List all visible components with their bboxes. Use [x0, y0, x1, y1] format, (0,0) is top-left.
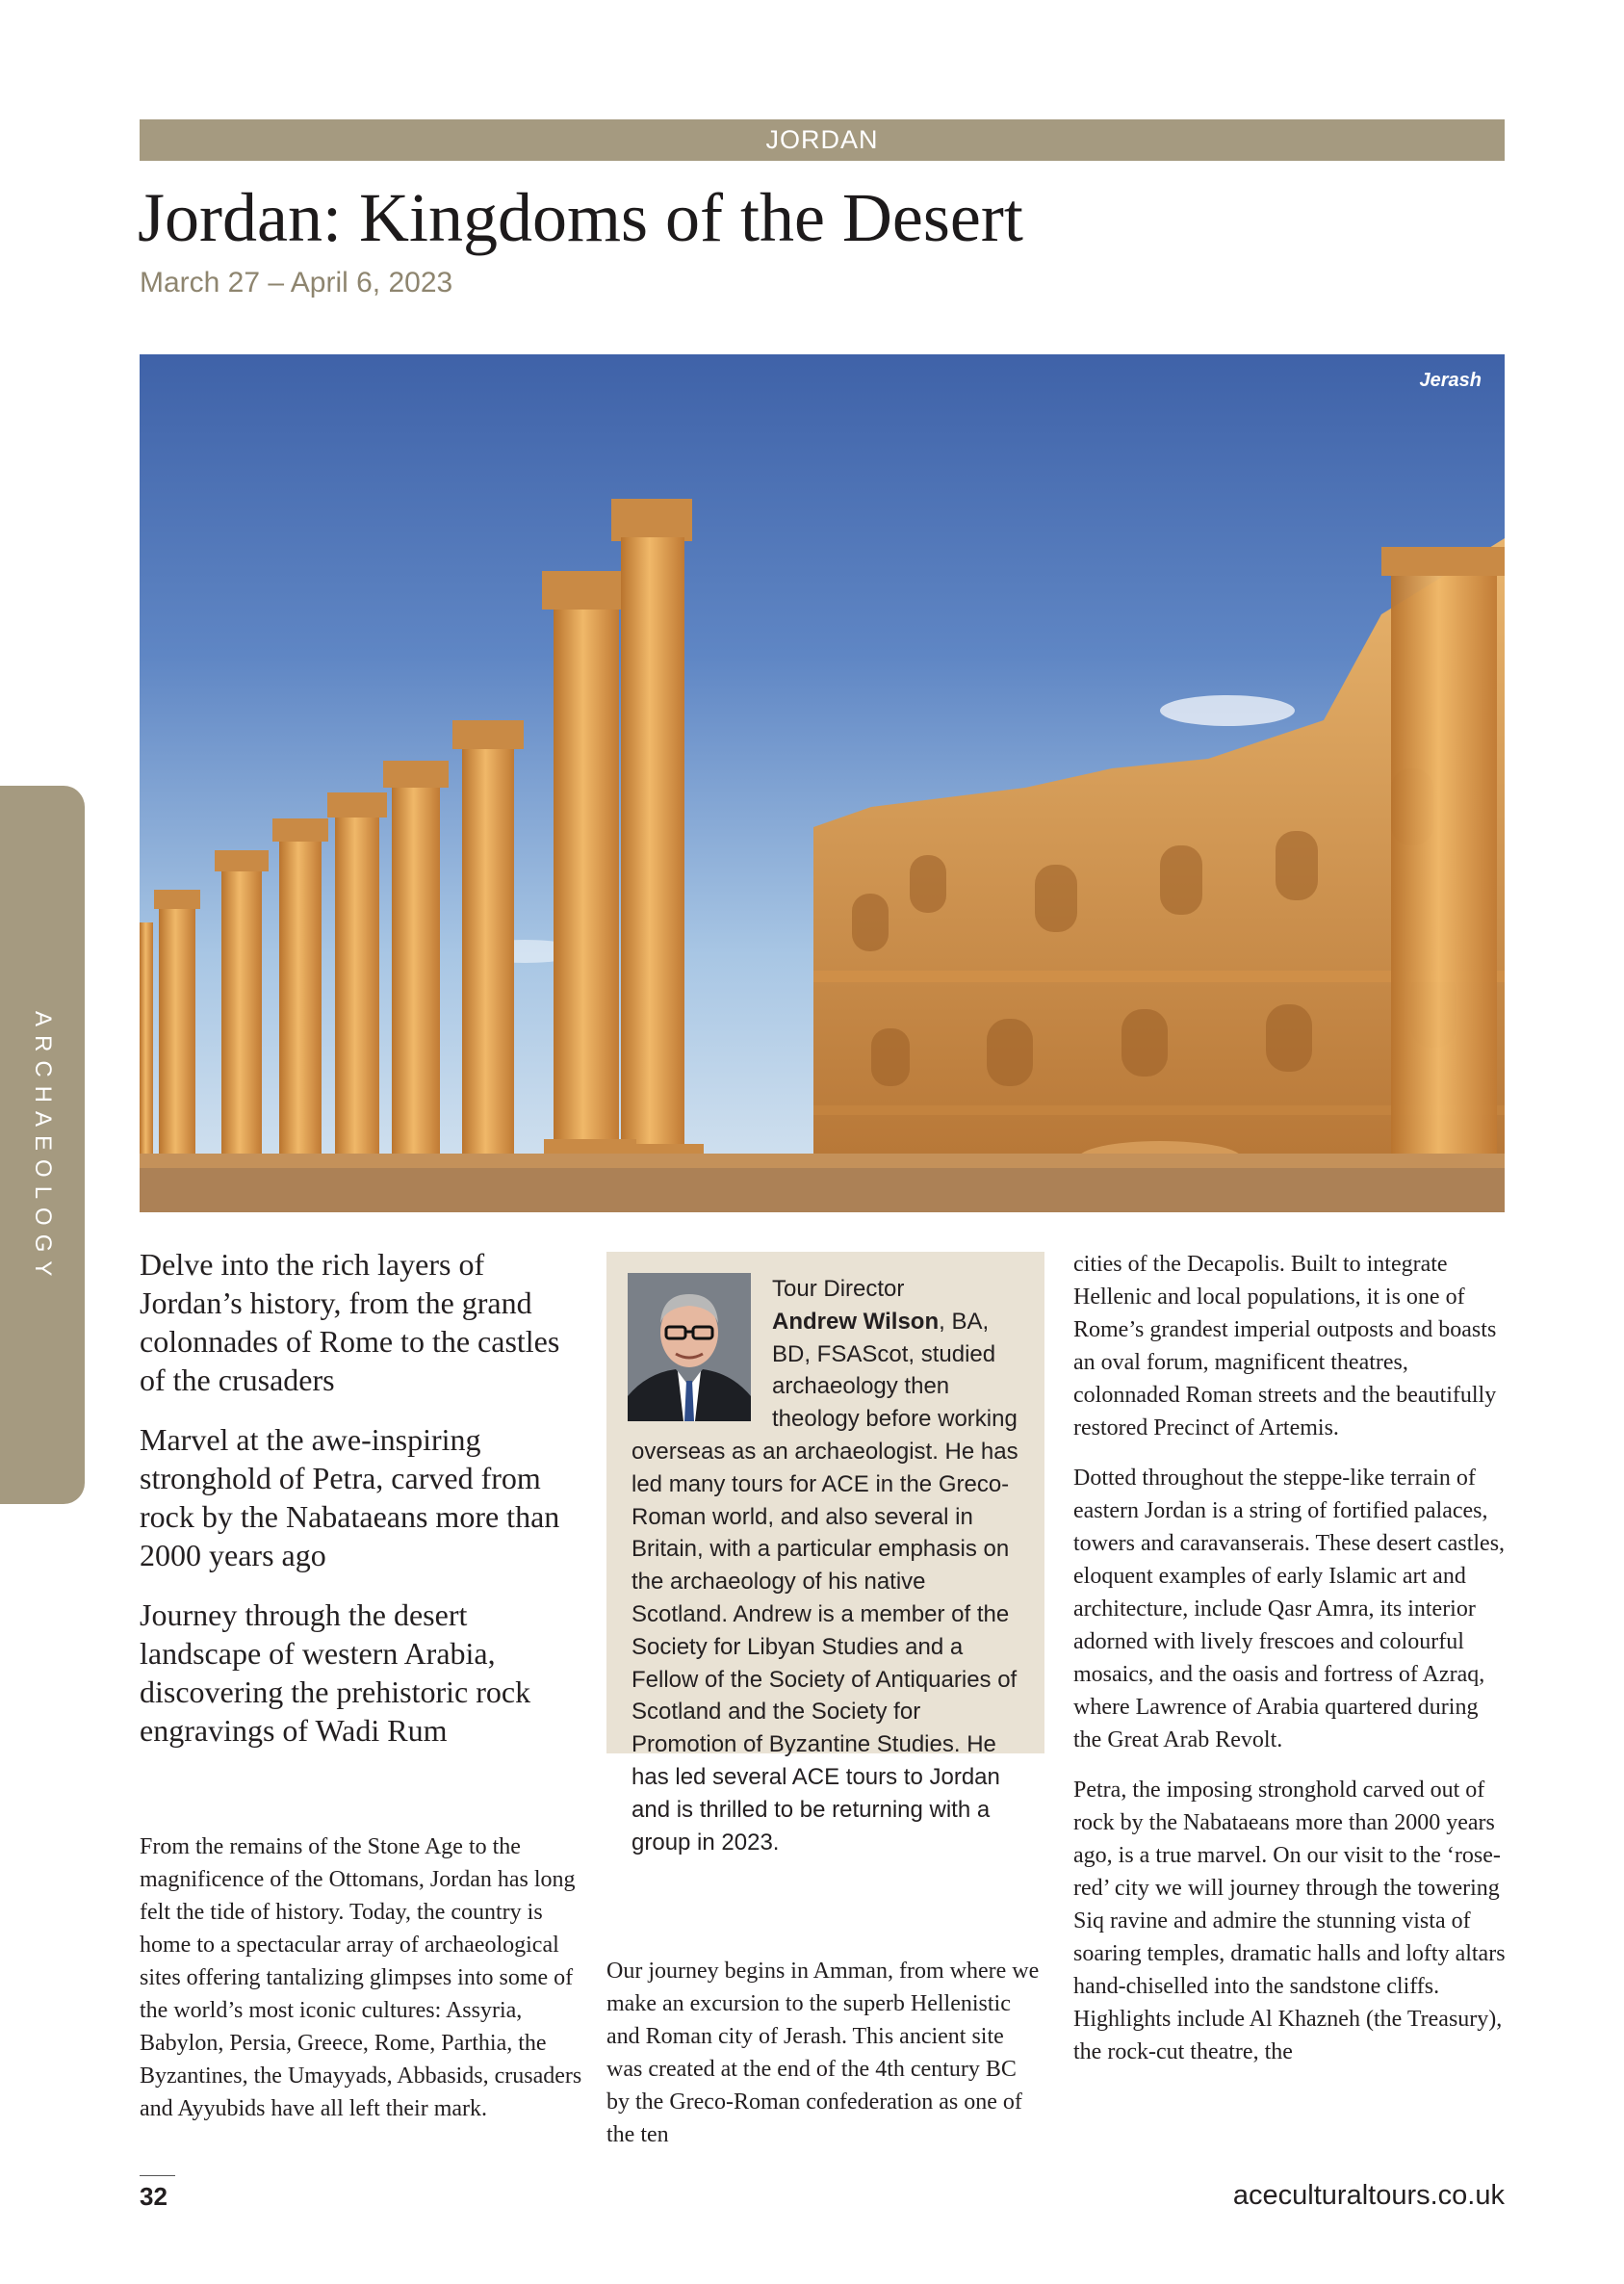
body-paragraph-3: Dotted throughout the steppe-like terrain of eastern Jordan is a string of fortified palaces, towers and caravanserais. These desert castles, eloquent examples of early Islamic art and architecture, include Qasr Amra, its interior adorned with lively frescoes and colourful mosaics, and the oasis and fortress of Azraq, where Lawrence of Arabia quartered during the Great Arab Revolt. — [1073, 1466, 1506, 1752]
highlight-2: Marvel at the awe-inspiring stronghold of Petra, carved from rock by the Nabataeans more than 2000 years ago — [140, 1422, 560, 1572]
tour-director-role: Tour Director — [772, 1276, 905, 1302]
body-paragraph-4: Petra, the imposing stronghold carved out of rock by the Nabataeans more than 2000 years ago, is a true marvel. On our visit to the ‘rose-red’ city we will journey through the towering Siq ravine and admire the stunning vista of soaring temples, dramatic halls and lofty altars hand-chiselled into the sandstone cliffs. Highlights include Al Khazneh (the Treasury), the rock-cut theatre, the — [1073, 1778, 1506, 2064]
hero-photo — [140, 354, 1505, 1212]
section-side-tab-label: ARCHAEOLOGY — [30, 1011, 56, 1285]
region-banner: JORDAN — [140, 119, 1505, 161]
tour-director-box — [606, 1252, 1044, 1856]
column-2-text — [606, 1955, 1044, 2168]
column-3 — [1073, 1248, 1511, 2086]
folio-rule — [140, 2175, 175, 2176]
page-number: 32 — [140, 2182, 168, 2211]
tour-director-bio-text: , BA, BD, FSAScot, studied archaeology then theology before working overseas as an archaeologist. He has led many tours for ACE in the Greco-Roman world, and also several in Britain, with a particular emphasis on the archaeology of his native Scotland. Andrew is a member of the Society for Libyan Studies and a Fellow of the Society of Antiquaries of Scotland and the Society for Promotion of Byzantine Studies. He has led several ACE tours to Jordan and is thrilled to be returning with a group in 2023. — [632, 1308, 1018, 1856]
website-url[interactable]: aceculturaltours.co.uk — [1232, 2180, 1505, 2211]
highlight-3: Journey through the desert landscape of western Arabia, discovering the prehistoric rock engravings of Wadi Rum — [140, 1597, 531, 1748]
tour-dates: March 27 – April 6, 2023 — [140, 267, 453, 298]
jerash-ruins-illustration — [140, 354, 1505, 1212]
intro-paragraph: From the remains of the Stone Age to the magnificence of the Ottomans, Jordan has long felt the tide of history. Today, the country is home to a spectacular array of archaeological sites offering tantalizing glimpses into some of the world’s most iconic cultures: Assyria, Babylon, Persia, Greece, Rome, Parthia, the Byzantines, the Umayyads, Abbasids, crusaders and Ayyubids have all left their mark. — [140, 1834, 582, 2121]
tour-director-name: Andrew Wilson — [772, 1308, 940, 1335]
column-1 — [140, 1245, 582, 2121]
page-title: Jordan: Kingdoms of the Desert — [138, 179, 1023, 256]
body-paragraph-2: cities of the Decapolis. Built to integrate Hellenic and local populations, it is one of Rome’s grandest imperial outposts and boasts an oval forum, magnificent theatres, colonnaded Roman streets and the beautifully restored Precinct of Artemis. — [1073, 1252, 1497, 1440]
hero-caption: Jerash — [1419, 370, 1482, 391]
tour-director-photo — [628, 1273, 751, 1421]
body-paragraph-1: Our journey begins in Amman, from where we make an excursion to the superb Hellenistic and Roman city of Jerash. This ancient site was created at the end of the 4th century BC by the Greco-Roman confederation as one of the ten — [606, 1959, 1040, 2147]
highlight-1: Delve into the rich layers of Jordan’s history, from the grand colonnades of Rome to the castles of the crusaders — [140, 1247, 560, 1397]
